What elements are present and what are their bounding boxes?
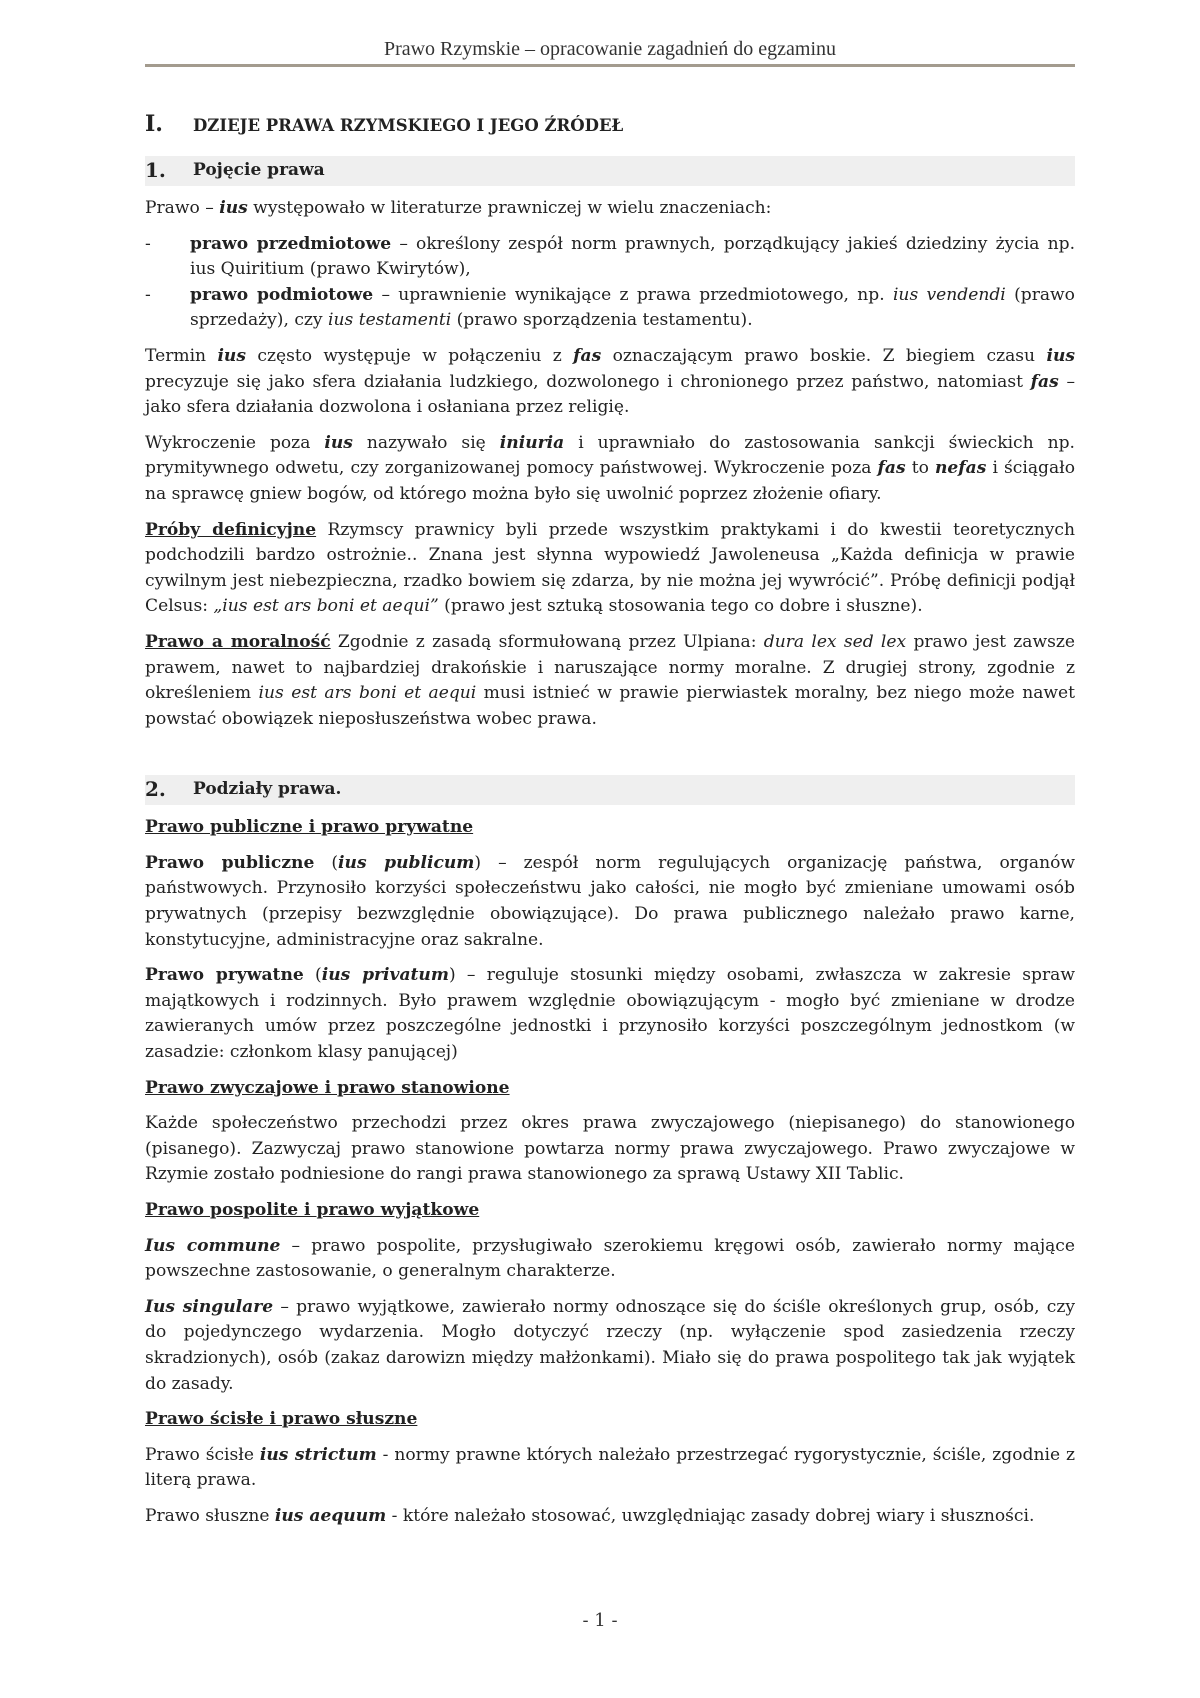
paragraph-ius-singulare: Ius singulare – prawo wyjątkowe, zawierało normy odnoszące się do ściśle określonych grup, osób, czy do pojedynczego wydarzenia. Mogło dotyczyć rzeczy (np. wyłączenie spod zasiedzenia rzeczy skradzionych), osób (zakaz darowizn między małżonkami). Miało się do prawa pospolitego tak jak wyjątek do zasady. [145,1296,1075,1394]
subheading-scisle-sluszne: Prawo ścisłe i prawo słuszne [145,1409,418,1430]
section-number: 2. [145,777,166,802]
paragraph-wykroczenie: Wykroczenie poza ius nazywało się iniuria i uprawniało do zastosowania sankcji świeckich np. prymitywnego odwetu, czy zorganizowanej pomocy państwowej. Wykroczenie poza fas to nefas i ściągało na sprawcę gniew bogów, od którego można było się uwolnić poprzez złożenie ofiary. [145,432,1075,504]
page-content [145,112,1075,1540]
section-title: Pojęcie prawa [193,160,325,181]
paragraph-termin: Termin ius często występuje w połączeniu z fas oznaczającym prawo boskie. Z biegiem czasu ius precyzuje się jako sfera działania ludzkiego, dozwolonego i chronionego przez państwo, natomiast fas – jako sfera działania dozwolona i osłaniana przez religię. [145,345,1075,418]
page-number: - 1 - [582,1610,618,1631]
subheading-publiczne-prywatne: Prawo publiczne i prawo prywatne [145,817,474,838]
chapter-title: DZIEJE PRAWA RZYMSKIEGO I JEGO ŹRÓDEŁ [193,116,624,135]
section-heading-2 [145,775,1075,805]
paragraph-prawo-publiczne: Prawo publiczne (ius publicum) – zespół norm regulujących organizację państwa, organów państwowych. Przynosiło korzyści społeczeństwu jako całości, nie mogło być zmieniane umowami osób prywatnych (przepisy bezwzględnie obowiązujące). Do prawa publicznego należało prawo karne, konstytucyjne, administracyjne oraz sakralne. [145,852,1075,950]
subheading-pospolite-wyjatkowe: Prawo pospolite i prawo wyjątkowe [145,1200,480,1220]
chapter-heading [145,112,1075,146]
paragraph-prawo-prywatne: Prawo prywatne (ius privatum) – reguluje stosunki między osobami, zwłaszcza w zakresie spraw majątkowych i rodzinnych. Było prawem względnie obowiązującym - mogło być zmieniane w drodze zawieranych umów przez poszczególne jednostki i przynosiło korzyści poszczególnym jednostkom (w zasadzie: członkom klasy panującej) [145,965,1075,1063]
section-number: 1. [145,158,166,183]
paragraph-prawo-zwyczajowe: Każde społeczeństwo przechodzi przez okres prawa zwyczajowego (niepisanego) do stanowionego (pisanego). Zazwyczaj prawo stanowione powtarza normy prawa zwyczajowego. Prawo zwyczajowe w Rzymie zostało podniesione do rangi prawa stanowionego za sprawą Ustawy XII Tablic. [145,1113,1075,1185]
section-gap [145,742,1075,775]
section-heading-1 [145,156,1075,186]
list-item: - prawo podmiotowe – uprawnienie wynikające z prawa przedmiotowego, np. ius vendendi (prawo sprzedaży), czy ius testamenti (prawo sporządzenia testamentu). [145,284,1075,331]
paragraph-ius-strictum: Prawo ścisłe ius strictum - normy prawne których należało przestrzegać rygorystycznie, ściśle, zgodnie z literą prawa. [145,1444,1075,1491]
paragraph-prawo-a-moralnosc: Prawo a moralność Zgodnie z zasadą sformułowaną przez Ulpiana: dura lex sed lex prawo jest zawsze prawem, nawet to najbardziej drakońskie i naruszające normy moralne. Z drugiej strony, zgodnie z określeniem ius est ars boni et aequi musi istnieć w prawie pierwiastek moralny, bez niego może nawet powstać obowiązek nieposłuszeństwa wobec prawa. [145,631,1076,729]
paragraph-ius-commune: Ius commune – prawo pospolite, przysługiwało szerokiemu kręgowi osób, zawierało normy mające powszechne zastosowanie, o generalnym charakterze. [145,1235,1076,1282]
subheading-zwyczajowe-stanowione: Prawo zwyczajowe i prawo stanowione [145,1077,510,1098]
chapter-number: I. [145,111,163,137]
section-title: Podziały prawa. [193,779,342,800]
list-item: - prawo przedmiotowe – określony zespół norm prawnych, porządkujący jakieś dziedziny życia np. ius Quiritium (prawo Kwirytów), [145,233,1076,280]
paragraph-ius-aequum: Prawo słuszne ius aequum - które należało stosować, uwzględniając zasady dobrej wiary i słuszności. [145,1505,1035,1526]
paragraph-proby-definicyjne: Próby definicyjne Rzymscy prawnicy byli przede wszystkim praktykami i do kwestii teoretycznych podchodzili bardzo ostrożnie.. Znana jest słynna wypowiedź Jawoleneusa „Każda definicja w prawie cywilnym jest niebezpieczna, rzadko bowiem się zdarza, by nie można jej wywrócić”. Próbę definicji podjął Celsus: „ius est ars boni et aequi” (prawo jest sztuką stosowania tego co dobre i słuszne). [145,519,1075,617]
definition-list [145,232,1075,334]
header-rule [145,64,1075,67]
paragraph-intro: Prawo – ius występowało w literaturze prawniczej w wielu znaczeniach: [145,198,772,218]
running-header: Prawo Rzymskie – opracowanie zagadnień do egzaminu [383,38,837,60]
